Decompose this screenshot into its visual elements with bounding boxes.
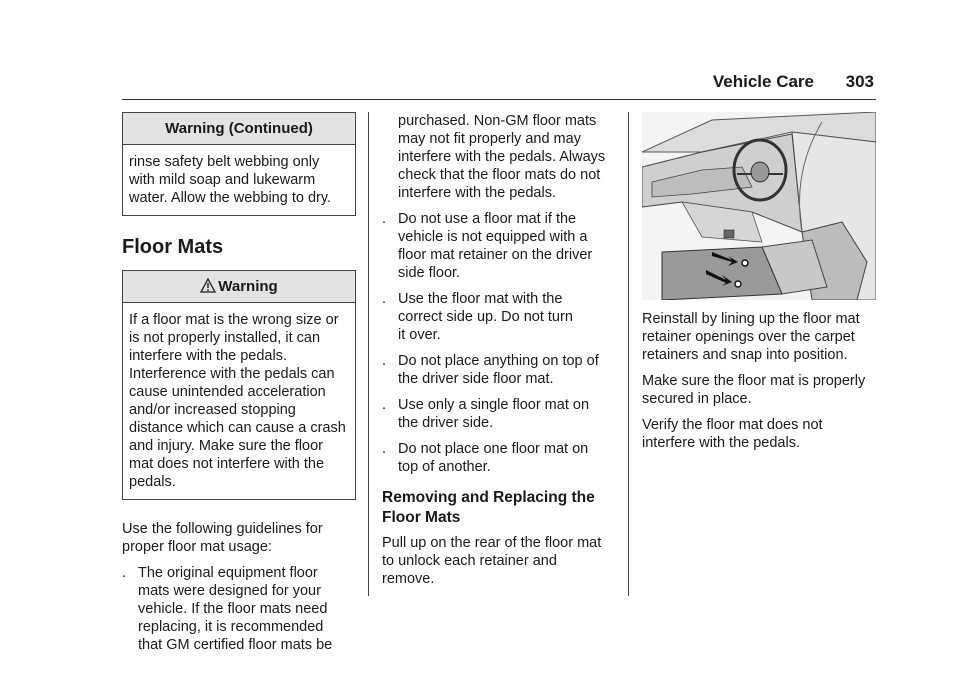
text-line: vehicle is not equipped with a	[398, 229, 588, 245]
column-3	[642, 112, 876, 460]
text-line: interfere with the pedals.	[129, 348, 287, 364]
warning-title	[123, 271, 355, 303]
text-line: it over.	[398, 327, 441, 343]
page-number: 303	[845, 72, 874, 91]
text-line: Use only a single floor mat on	[398, 397, 590, 413]
text-line: Do not place anything on top of	[398, 353, 599, 369]
column-2	[382, 112, 612, 596]
text-line: interfere with the pedals.	[642, 435, 800, 451]
text-line: and injury. Make sure the floor	[129, 438, 323, 454]
text-line: floor mat retainer on the driver	[398, 247, 593, 263]
column-divider-left	[368, 112, 369, 596]
bullet-item	[382, 440, 612, 476]
verify-paragraph	[642, 416, 876, 452]
text-line: Interference with the pedals can	[129, 366, 335, 382]
text-line: and/or increased stopping	[129, 402, 296, 418]
text-line: proper floor mat usage:	[122, 539, 272, 555]
text-line: Verify the floor mat does not	[642, 417, 823, 433]
text-line: secured in place.	[642, 391, 752, 407]
text-line: retainer openings over the carpet	[642, 329, 855, 345]
text-line: with mild soap and lukewarm	[129, 172, 316, 188]
text-line: distance which can cause a crash	[129, 420, 346, 436]
text-line: water. Allow the webbing to dry.	[129, 190, 332, 206]
bullet-item	[382, 210, 612, 282]
text-line: Pull up on the rear of the floor mat	[382, 535, 602, 551]
text-line: vehicle. If the floor mats need	[138, 601, 328, 617]
text-line: Use the following guidelines for	[122, 521, 323, 537]
bullet-mark: .	[122, 565, 127, 581]
text-line: is not properly installed, it can	[129, 330, 321, 346]
warning-text	[123, 303, 355, 499]
secure-paragraph	[642, 372, 876, 408]
bullet-item	[122, 564, 356, 654]
text-line: purchased. Non-GM floor mats	[398, 113, 597, 129]
text-line: interfere with the pedals.	[398, 185, 556, 201]
text-line: Do not place one floor mat on	[398, 441, 589, 457]
bullet-mark: .	[382, 397, 387, 413]
text-line: interfere with the pedals. Always	[398, 149, 606, 165]
text-line: Make sure the floor mat is properly	[642, 373, 866, 389]
text-line: pedals.	[129, 474, 176, 490]
text-line: side floor.	[398, 265, 461, 281]
bullet-item	[382, 396, 612, 432]
text-line: Floor Mats	[382, 509, 461, 526]
section-title: Floor Mats	[122, 236, 224, 258]
bullet-item	[382, 290, 612, 344]
warning-box	[122, 270, 356, 500]
column-1	[122, 112, 356, 662]
text-line: may not fit properly and may	[398, 131, 581, 147]
warning-icon	[200, 278, 216, 293]
text-line: check that the floor mats do not	[398, 167, 601, 183]
text-line: rinse safety belt webbing only	[129, 154, 320, 170]
text-line: that GM certified floor mats be	[138, 637, 333, 653]
text-line: mat does not interfere with the	[129, 456, 325, 472]
text-line: Removing and Replacing the	[382, 489, 595, 506]
warning-continued-box	[122, 112, 356, 216]
text-line: replacing, it is recommended	[138, 619, 324, 635]
text-line: retainers and snap into position.	[642, 347, 848, 363]
text-line: If a floor mat is the wrong size or	[129, 312, 339, 328]
continued-paragraph	[382, 112, 612, 202]
text-line: Reinstall by lining up the floor mat	[642, 311, 860, 327]
car-interior-drawing	[642, 112, 876, 300]
text-line: correct side up. Do not turn	[398, 309, 573, 325]
warning-continued-title: Warning (Continued)	[123, 113, 355, 145]
column-divider-right	[628, 112, 629, 596]
text-line: Use the floor mat with the	[398, 291, 563, 307]
text-line: cause unintended acceleration	[129, 384, 326, 400]
page-header	[122, 70, 876, 100]
text-line: the driver side.	[398, 415, 494, 431]
running-header-title: Vehicle Care	[712, 72, 814, 91]
floor-mat-illustration	[642, 112, 876, 300]
bullet-mark: .	[382, 441, 387, 457]
subsection-title	[382, 488, 612, 528]
bullet-mark: .	[382, 211, 387, 227]
text-line: the driver side floor mat.	[398, 371, 554, 387]
intro-paragraph	[122, 520, 356, 556]
text-line: mats were designed for your	[138, 583, 321, 599]
warning-title-text: Warning	[218, 278, 278, 295]
text-line: The original equipment floor	[138, 565, 318, 581]
warning-continued-text	[123, 145, 355, 215]
reinstall-paragraph	[642, 310, 876, 364]
bullet-item	[382, 352, 612, 388]
text-line: to unlock each retainer and remove.	[382, 553, 557, 587]
bullet-mark: .	[382, 291, 387, 307]
text-line: top of another.	[398, 459, 491, 475]
bullet-mark: .	[382, 353, 387, 369]
text-line: Do not use a floor mat if the	[398, 211, 577, 227]
remove-paragraph	[382, 534, 612, 588]
